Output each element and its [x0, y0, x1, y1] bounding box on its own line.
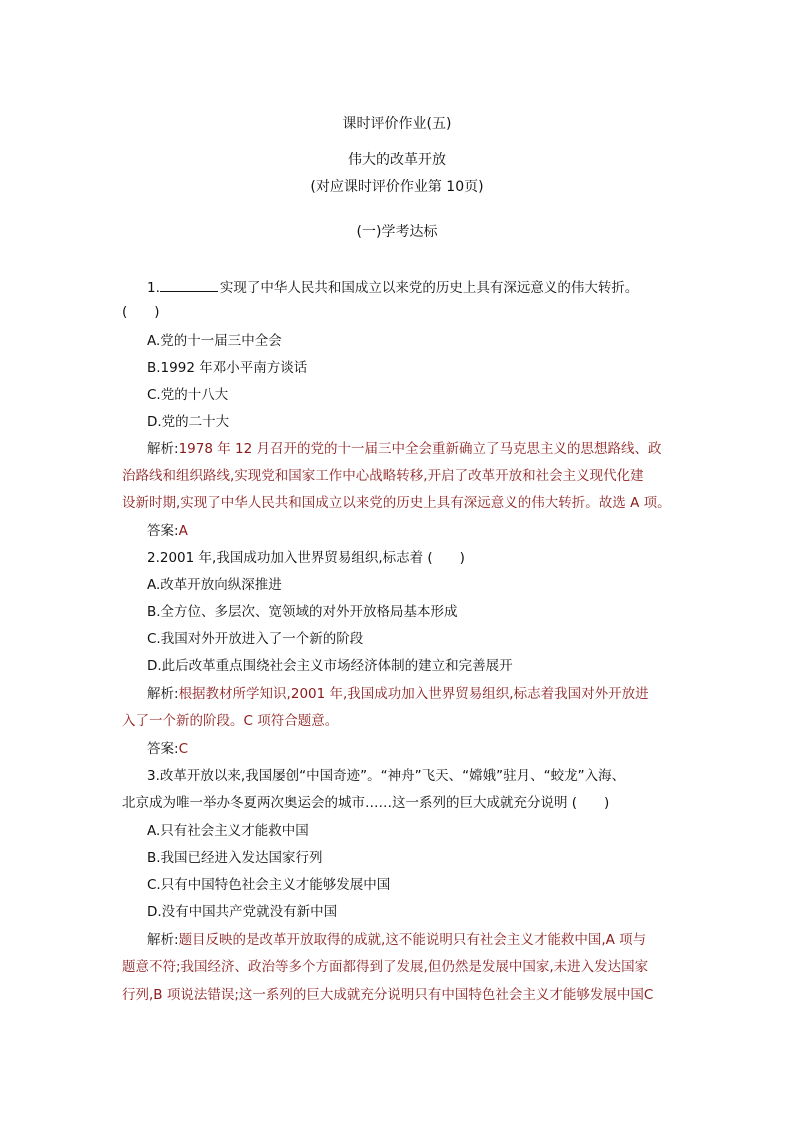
- q3-option-a: A.只有社会主义才能救中国: [147, 823, 309, 839]
- q1-option-c: C.党的十八大: [147, 387, 229, 403]
- q3-stem-line-1: 3.改革开放以来,我国屡创“中国奇迹”。“神舟”飞天、“嫦娥”驻月、“蛟龙”入海、: [147, 768, 626, 784]
- q2-option-b: B.全方位、多层次、宽领域的对外开放格局基本形成: [147, 604, 458, 620]
- q2-explanation-label: 解析:: [147, 686, 179, 702]
- q1-option-a: A.党的十一届三中全会: [147, 333, 282, 349]
- q1-stem: 1. 实现了中华人民共和国成立以来党的历史上具有深远意义的伟大转折。: [147, 277, 638, 298]
- q3-option-b: B.我国已经进入发达国家行列: [147, 850, 323, 866]
- q1-option-d: D.党的二十大: [147, 414, 230, 430]
- q1-stem-text: 实现了中华人民共和国成立以来党的历史上具有深远意义的伟大转折。: [219, 280, 639, 296]
- section-heading: (一)学考达标: [356, 224, 438, 240]
- q3-explanation-line-1: [147, 930, 646, 950]
- q1-explanation-text: 1978 年 12 月召开的党的十一届三中全会重新确立了马克思主义的思想路线、政: [178, 441, 662, 457]
- q3-explanation-line-2: 题意不符;我国经济、政治等多个方面都得到了发展,但仍然是发展中国家,未进入发达国家: [122, 959, 649, 975]
- q1-option-b: B.1992 年邓小平南方谈话: [147, 360, 308, 376]
- q3-stem-line-2: 北京成为唯一举办冬夏两次奥运会的城市……这一系列的巨大成就充分说明 ( ): [122, 795, 610, 811]
- q2-option-a: A.改革开放向纵深推进: [147, 577, 282, 593]
- q1-answer-label: 答案:: [147, 523, 179, 539]
- q2-stem: 2.2001 年,我国成功加入世界贸易组织,标志着 ( ): [147, 550, 465, 566]
- q2-explanation-line-2: 入了一个新的阶段。C 项符合题意。: [122, 713, 339, 729]
- q2-answer-value: C: [178, 741, 188, 757]
- q2-answer-label: 答案:: [147, 741, 179, 757]
- lesson-title: 伟大的改革开放: [348, 152, 446, 168]
- page-reference: (对应课时评价作业第 10页): [310, 179, 484, 195]
- answer-blank: [160, 277, 218, 292]
- q1-answer: [147, 521, 188, 541]
- q1-paren: ( ): [122, 304, 160, 320]
- q3-explanation-line-3: 行列,B 项说法错误;这一系列的巨大成就充分说明只有中国特色社会主义才能够发展中国C: [122, 987, 654, 1003]
- q1-explanation-line-2: 治路线和组织路线,实现党和国家工作中心战略转移,开启了改革开放和社会主义现代化建: [122, 468, 644, 484]
- q1-explanation-line-3: 设新时期,实现了中华人民共和国成立以来党的历史上具有深远意义的伟大转折。故选 A 项。: [122, 495, 671, 511]
- worksheet-title: 课时评价作业(五): [342, 116, 452, 132]
- q3-option-d: D.没有中国共产党就没有新中国: [147, 904, 338, 920]
- q2-option-c: C.我国对外开放进入了一个新的阶段: [147, 631, 364, 647]
- q2-explanation-line-1: [147, 684, 649, 704]
- q1-answer-value: A: [178, 523, 188, 539]
- q2-explanation-text: 根据教材所学知识,2001 年,我国成功加入世界贸易组织,标志着我国对外开放进: [178, 686, 649, 702]
- q2-answer: [147, 739, 188, 759]
- q2-option-d: D.此后改革重点围绕社会主义市场经济体制的建立和完善展开: [147, 658, 513, 674]
- q1-explanation-line-1: [147, 439, 661, 459]
- q3-explanation-label: 解析:: [147, 932, 179, 948]
- q3-explanation-text: 题目反映的是改革开放取得的成就,这不能说明只有社会主义才能救中国,A 项与: [178, 932, 647, 948]
- q3-option-c: C.只有中国特色社会主义才能够发展中国: [147, 877, 391, 893]
- q1-explanation-label: 解析:: [147, 441, 179, 457]
